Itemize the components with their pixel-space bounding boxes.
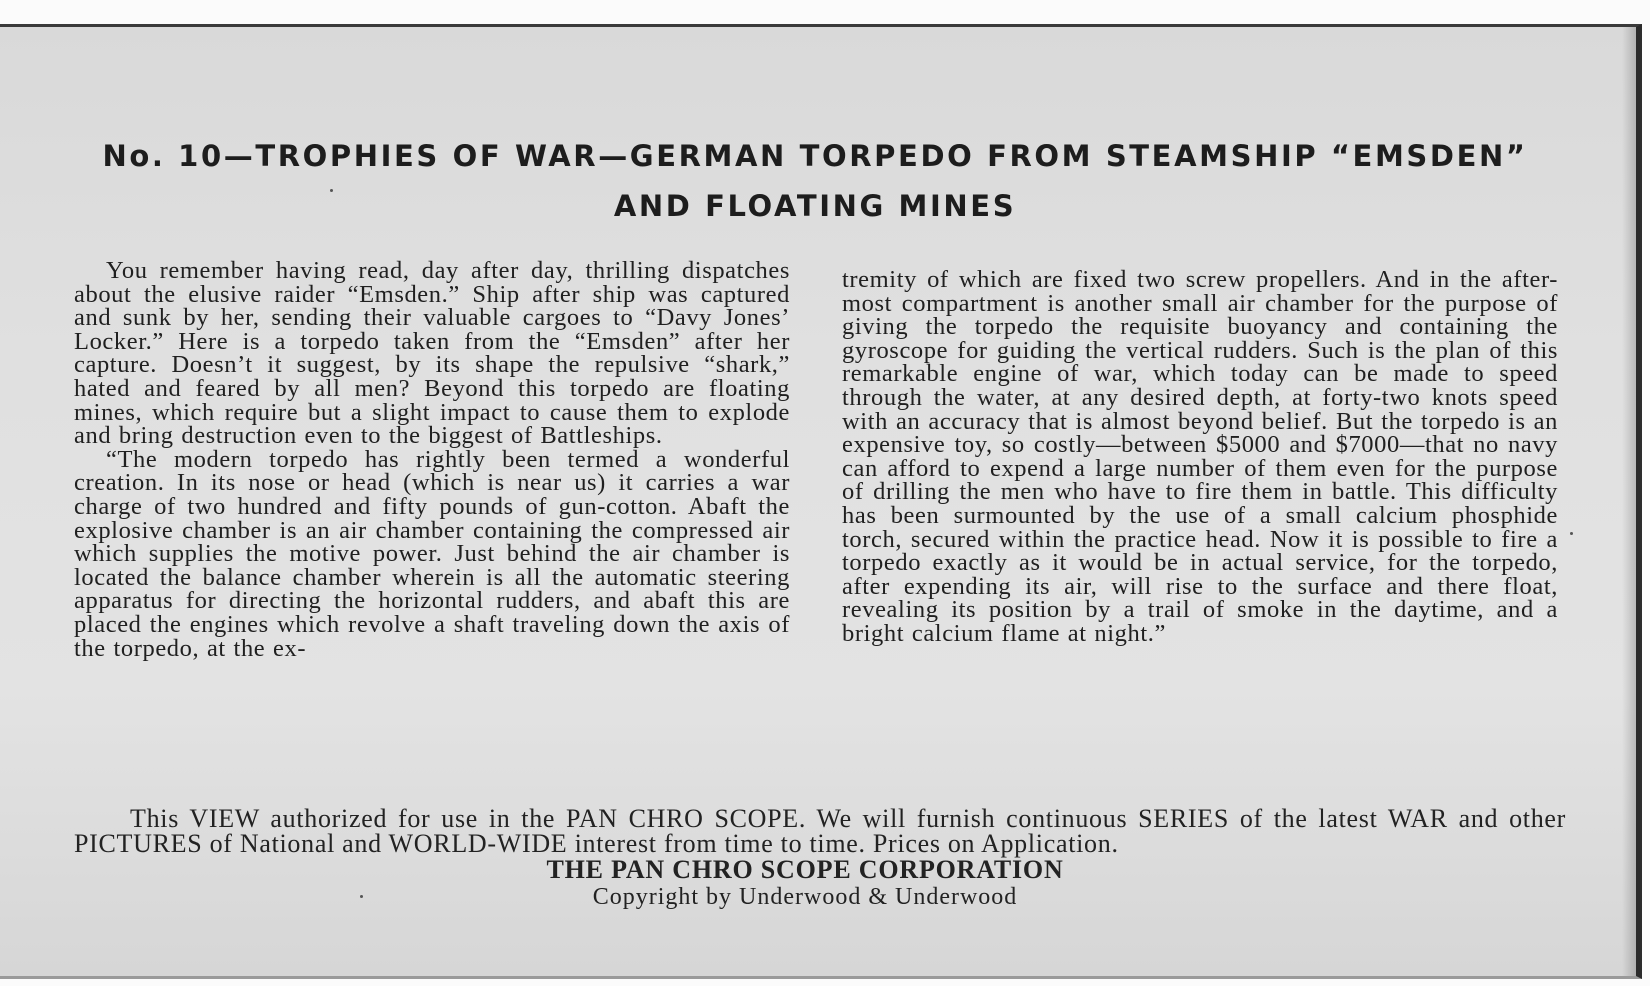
card-footer [74,806,1566,910]
stereoview-card-back [0,24,1642,979]
paper-speck [360,895,363,898]
paper-speck [330,189,333,192]
left-paragraph-1: You remember having read, day after day, thrilling dispatches about the elusive raider “Emsden.” Ship after ship was captured and sunk by her, sending their valuable cargoes to “Davy Jones’ Locker.” Here is a torpedo taken from the “Emsden” after her capture. Doesn’t it suggest, by its shape the repulsive “shark,” hated and feared by all men? Beyond this torpedo are floating mines, which require but a slight impact to cause them to explode and bring destruction even to the biggest of Battleships. [74,257,790,450]
left-paragraph-2: “The modern torpedo has rightly been termed a wonderful creation. In its nose or head (which is near us) it carries a war charge of two hundred and fifty pounds of gun-cotton. Abaft the explosive chamber is an air chamber containing the compressed air which supplies the motive power. Just behind the air chamber is located the balance chamber wherein is all the automatic steering apparatus for directing the horizontal rudders, and abaft this are placed the engines which revolve a shaft traveling down the axis of the torpedo, at the ex- [74,445,790,662]
left-text-column [74,259,790,660]
copyright-line: Copyright by Underwood & Underwood [592,884,1018,910]
right-text-column [842,268,1558,646]
card-title-line-2: AND FLOATING MINES [613,189,1017,223]
paper-speck [1570,532,1573,535]
corporation-name: THE PAN CHRO SCOPE CORPORATION [546,855,1064,884]
right-paragraph-1: tremity of which are fixed two screw propellers. And in the after-most compartment is another small air chamber for the purpose of giving the torpedo the requisite buoyancy and containing the gyroscope for guiding the vertical rudders. Such is the plan of this remarkable engine of war, which today can be made to speed through the water, at any desired depth, at forty-two knots speed with an accuracy that is almost beyond belief. But the torpedo is an expensive toy, so costly—between $5000 and $7000—that no navy can afford to expend a large number of them even for the purpose of drilling the men who have to fire them in battle. This difficulty has been surmounted by the use of a small calcium phosphide torch, secured within the practice head. Now it is possible to fire a torpedo exactly as it would be in actual service, for the torpedo, after expending its air, will rise to the surface and there float, revealing its position by a trail of smoke in the daytime, and a bright calcium flame at night.” [842,266,1558,647]
card-title [70,131,1560,231]
authorization-notice: This VIEW authorized for use in the PAN CHRO SCOPE. We will furnish continuous SERIES of the latest WAR and other PICTURES of National and WORLD-WIDE interest from time to time. Prices on Application. [74,804,1566,858]
card-title-line-1: No. 10—TROPHIES OF WAR—GERMAN TORPEDO FROM STEAMSHIP “EMSDEN” [102,139,1528,173]
